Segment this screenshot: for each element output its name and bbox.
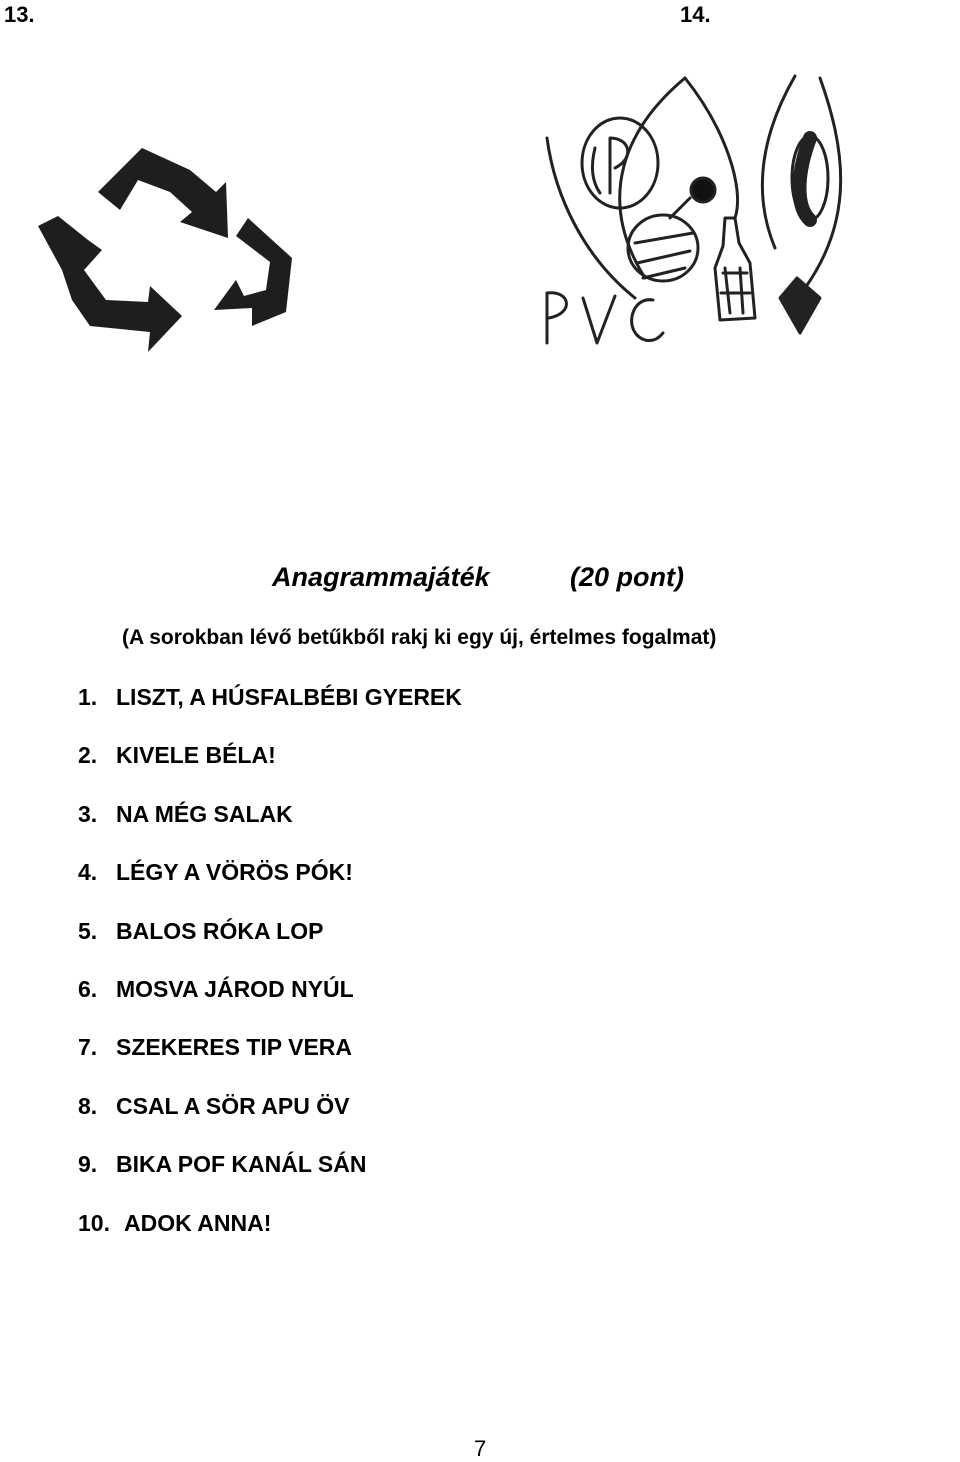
anagram-item: [78, 1149, 462, 1207]
instruction-text: (A sorokban lévő betűkből rakj ki egy új, értelmes fogalmat): [122, 626, 717, 649]
anagram-number: 4.: [78, 859, 98, 886]
anagram-item: [78, 1208, 462, 1266]
anagram-text: CSAL A SÖR APU ÖV: [116, 1092, 350, 1119]
anagram-number: 8.: [78, 1092, 98, 1119]
anagram-number: 7.: [78, 1034, 98, 1061]
section-title: Anagrammajáték: [272, 562, 490, 592]
anagram-item: [78, 1091, 462, 1149]
anagram-number: 10.: [78, 1209, 110, 1236]
anagram-number: 6.: [78, 975, 98, 1002]
anagram-text: KIVELE BÉLA!: [116, 742, 276, 769]
anagram-number: 1.: [78, 684, 98, 710]
question-number-13: 13.: [4, 2, 35, 27]
anagram-text: LÉGY A VÖRÖS PÓK!: [116, 859, 353, 886]
anagram-text: BIKA POF KANÁL SÁN: [116, 1151, 367, 1178]
anagram-item: [78, 916, 462, 974]
anagram-item: [78, 857, 462, 915]
anagram-item: [78, 1032, 462, 1090]
anagram-text: NA MÉG SALAK: [116, 800, 293, 827]
anagram-text: MOSVA JÁROD NYÚL: [116, 975, 354, 1002]
page-number: 7: [474, 1436, 487, 1461]
question-number-14: 14.: [680, 2, 711, 27]
anagram-text: LISZT, A HÚSFALBÉBI GYEREK: [116, 684, 462, 710]
anagram-text: ADOK ANNA!: [124, 1209, 272, 1236]
anagram-list: [78, 682, 462, 1266]
anagram-item: [78, 799, 462, 857]
anagram-number: 3.: [78, 800, 98, 827]
anagram-text: BALOS RÓKA LOP: [116, 917, 324, 944]
anagram-text: SZEKERES TIP VERA: [116, 1034, 353, 1061]
anagram-item: [78, 740, 462, 798]
anagram-number: 2.: [78, 742, 98, 769]
anagram-item: [78, 974, 462, 1032]
anagram-number: 5.: [78, 917, 98, 944]
recycle-symbol-icon: [30, 130, 320, 370]
anagram-number: 9.: [78, 1151, 98, 1178]
section-points: (20 pont): [570, 562, 684, 592]
pvc-plastic-items-icon: [535, 68, 865, 363]
anagram-item: [78, 682, 462, 740]
